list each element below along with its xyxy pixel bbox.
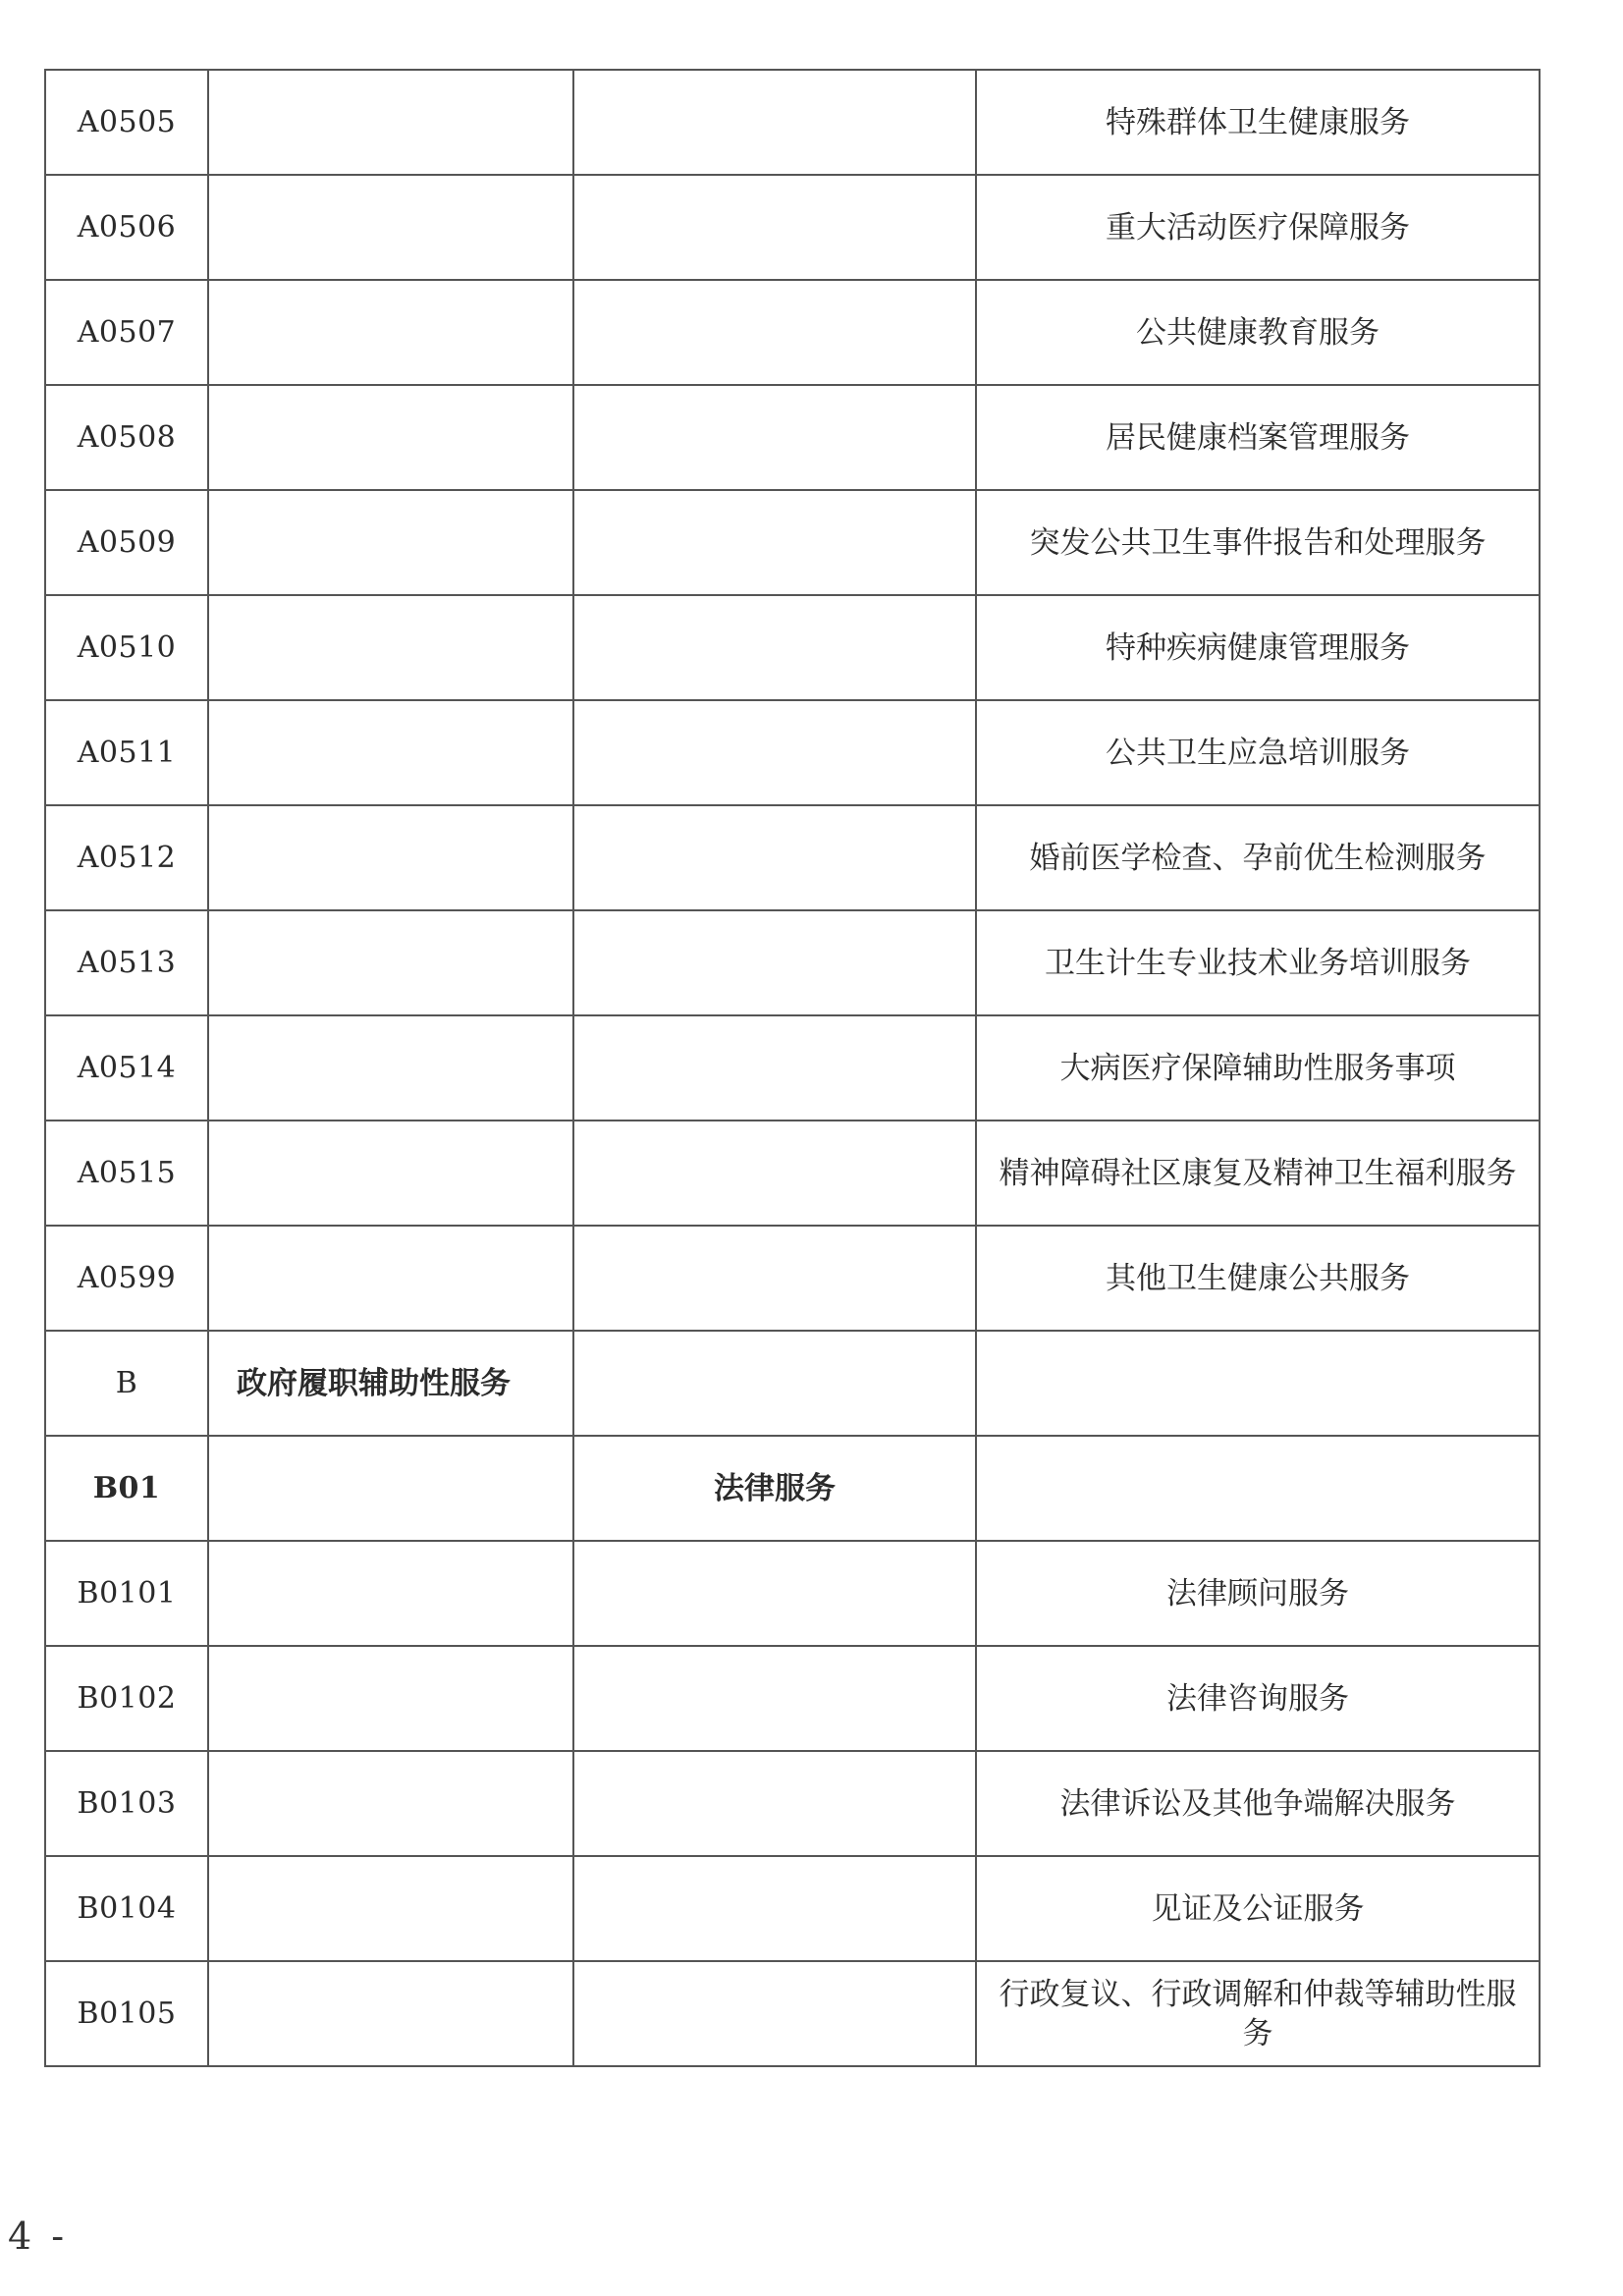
level3-name: 公共卫生应急培训服务 [976, 700, 1540, 805]
level1-name [208, 385, 573, 490]
level3-name: 公共健康教育服务 [976, 280, 1540, 385]
table-row [45, 280, 1540, 385]
catalog-table [44, 69, 1541, 2067]
table-row [45, 595, 1540, 700]
level1-name [208, 490, 573, 595]
level1-name [208, 910, 573, 1015]
table-row [45, 1331, 1540, 1436]
table-row [45, 1856, 1540, 1961]
level1-name [208, 70, 573, 175]
row-code: A0513 [45, 910, 208, 1015]
row-code: A0506 [45, 175, 208, 280]
row-code: A0512 [45, 805, 208, 910]
level1-name [208, 805, 573, 910]
level3-name: 行政复议、行政调解和仲裁等辅助性服务 [976, 1961, 1540, 2066]
row-code: A0514 [45, 1015, 208, 1121]
level2-name [573, 385, 976, 490]
level3-name: 居民健康档案管理服务 [976, 385, 1540, 490]
table-row [45, 175, 1540, 280]
table-row [45, 70, 1540, 175]
level2-name [573, 910, 976, 1015]
level2-name: 法律服务 [573, 1436, 976, 1541]
level1-name [208, 700, 573, 805]
level3-name [976, 1331, 1540, 1436]
level2-name [573, 1961, 976, 2066]
row-code: A0599 [45, 1226, 208, 1331]
level1-name [208, 1541, 573, 1646]
row-code: B0101 [45, 1541, 208, 1646]
level2-name [573, 1331, 976, 1436]
table-row [45, 490, 1540, 595]
table-row [45, 1121, 1540, 1226]
level3-name: 精神障碍社区康复及精神卫生福利服务 [976, 1121, 1540, 1226]
level3-name: 卫生计生专业技术业务培训服务 [976, 910, 1540, 1015]
row-code: B0105 [45, 1961, 208, 2066]
level1-name [208, 595, 573, 700]
level2-name [573, 595, 976, 700]
level2-name [573, 1751, 976, 1856]
row-code: B0102 [45, 1646, 208, 1751]
level1-name [208, 175, 573, 280]
table-row [45, 1015, 1540, 1121]
level2-name [573, 1121, 976, 1226]
page-number: 4 - [8, 2214, 69, 2258]
level2-name [573, 490, 976, 595]
level3-name: 突发公共卫生事件报告和处理服务 [976, 490, 1540, 595]
table-row [45, 385, 1540, 490]
row-code: A0507 [45, 280, 208, 385]
level2-name [573, 70, 976, 175]
level3-name: 特殊群体卫生健康服务 [976, 70, 1540, 175]
table-row [45, 1541, 1540, 1646]
table-row [45, 805, 1540, 910]
level2-name [573, 700, 976, 805]
level2-name [573, 280, 976, 385]
level3-name [976, 1436, 1540, 1541]
level1-name [208, 1436, 573, 1541]
level2-name [573, 175, 976, 280]
level3-name: 法律咨询服务 [976, 1646, 1540, 1751]
level3-name: 法律诉讼及其他争端解决服务 [976, 1751, 1540, 1856]
row-code: B [45, 1331, 208, 1436]
table-row [45, 700, 1540, 805]
level2-name [573, 1541, 976, 1646]
row-code: A0505 [45, 70, 208, 175]
row-code: B01 [45, 1436, 208, 1541]
level3-name: 婚前医学检查、孕前优生检测服务 [976, 805, 1540, 910]
level3-name: 大病医疗保障辅助性服务事项 [976, 1015, 1540, 1121]
level1-name [208, 1856, 573, 1961]
level2-name [573, 1646, 976, 1751]
level1-name [208, 280, 573, 385]
table-row [45, 1226, 1540, 1331]
level2-name [573, 1015, 976, 1121]
level1-name [208, 1751, 573, 1856]
level2-name [573, 805, 976, 910]
level3-name: 法律顾问服务 [976, 1541, 1540, 1646]
row-code: A0509 [45, 490, 208, 595]
table-row [45, 910, 1540, 1015]
table-row [45, 1751, 1540, 1856]
level1-name [208, 1226, 573, 1331]
level1-name [208, 1961, 573, 2066]
table-row [45, 1646, 1540, 1751]
level2-name [573, 1226, 976, 1331]
level1-name [208, 1646, 573, 1751]
level1-name [208, 1121, 573, 1226]
level1-name [208, 1015, 573, 1121]
level3-name: 重大活动医疗保障服务 [976, 175, 1540, 280]
level3-name: 其他卫生健康公共服务 [976, 1226, 1540, 1331]
level3-name: 见证及公证服务 [976, 1856, 1540, 1961]
row-code: A0508 [45, 385, 208, 490]
catalog-table-body [45, 70, 1540, 2066]
row-code: A0510 [45, 595, 208, 700]
table-row [45, 1961, 1540, 2066]
row-code: B0103 [45, 1751, 208, 1856]
level3-name: 特种疾病健康管理服务 [976, 595, 1540, 700]
level2-name [573, 1856, 976, 1961]
row-code: A0515 [45, 1121, 208, 1226]
row-code: A0511 [45, 700, 208, 805]
table-row [45, 1436, 1540, 1541]
row-code: B0104 [45, 1856, 208, 1961]
level1-name: 政府履职辅助性服务 [208, 1331, 573, 1436]
